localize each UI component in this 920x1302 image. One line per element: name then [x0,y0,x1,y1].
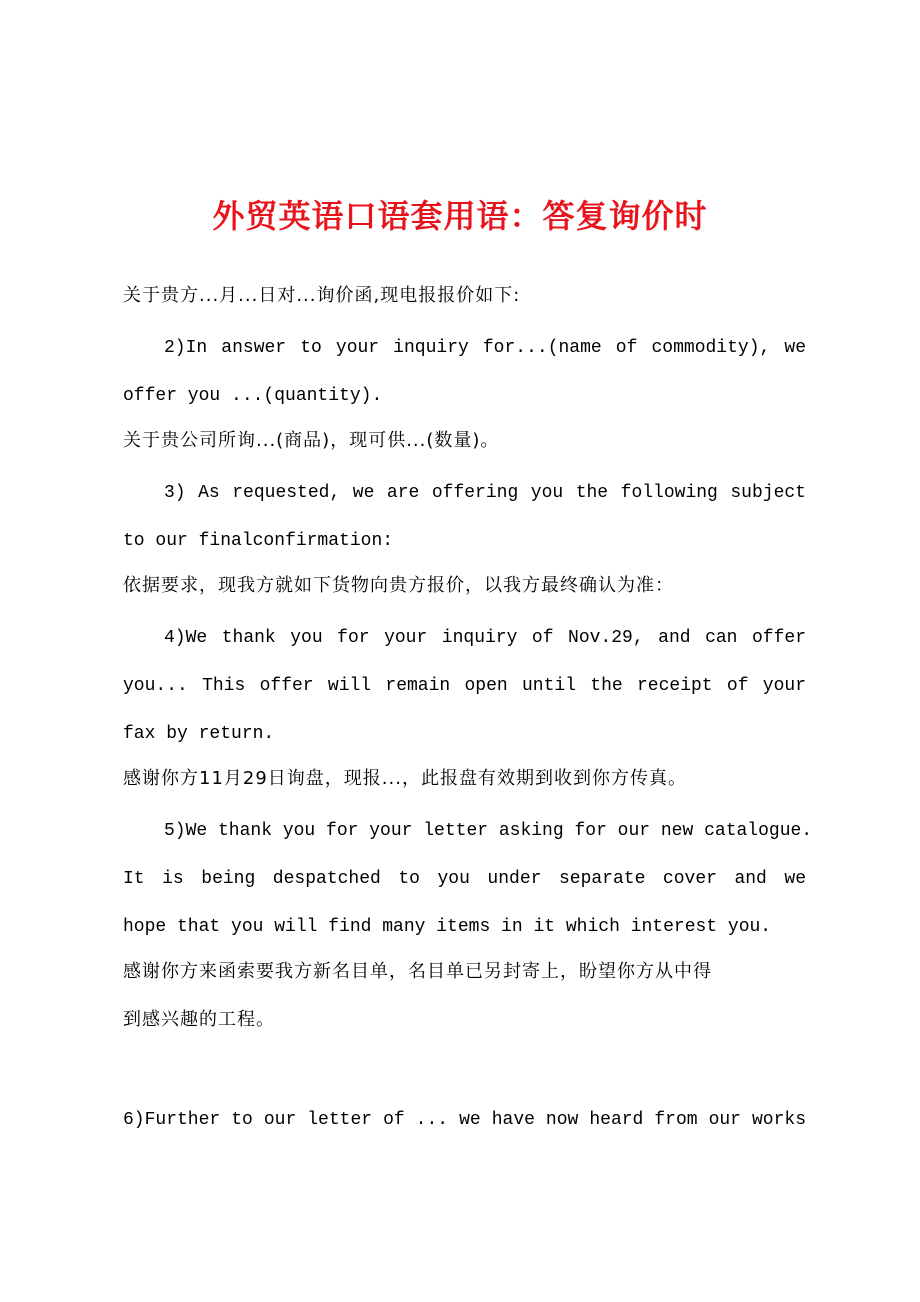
text-line: 6)Further to our letter of ... we have now heard from our works [123,1110,806,1130]
text-line: It is being despatched to you under separate cover and we [123,869,806,889]
text-line: 到感兴趣的工程。 [123,1009,275,1030]
text-line: 依据要求，现我方就如下货物向贵方报价，以我方最终确认为准： [123,575,674,596]
text-line: 3) As requested, we are offering you the following subject [164,483,806,503]
text-line: 关于贵公司所询...(商品)，现可供...(数量)。 [123,430,500,451]
text-line: 4)We thank you for your inquiry of Nov.29, and can offer [164,628,806,648]
text-line: fax by return. [123,724,275,744]
text-line: offer you ...(quantity). [123,386,383,406]
text-line: to our finalconfirmation: [123,531,394,551]
text-line: you... This offer will remain open until the receipt of your [123,676,806,696]
text-line: 2)In answer to your inquiry for...(name of commodity), we [164,338,806,358]
text-line: hope that you will find many items in it which interest you. [123,917,772,937]
text-line: 感谢你方来函索要我方新名目单，名目单已另封寄上，盼望你方从中得 [123,961,712,982]
document-title: 外贸英语口语套用语：答复询价时 [212,197,708,235]
text-line: 感谢你方11月29日询盘，现报...，此报盘有效期到收到你方传真。 [123,768,687,789]
text-line: 5)We thank you for your letter asking for our new catalogue. [164,821,813,841]
text-line: 关于贵方...月...日对...询价函,现电报报价如下: [123,285,521,306]
